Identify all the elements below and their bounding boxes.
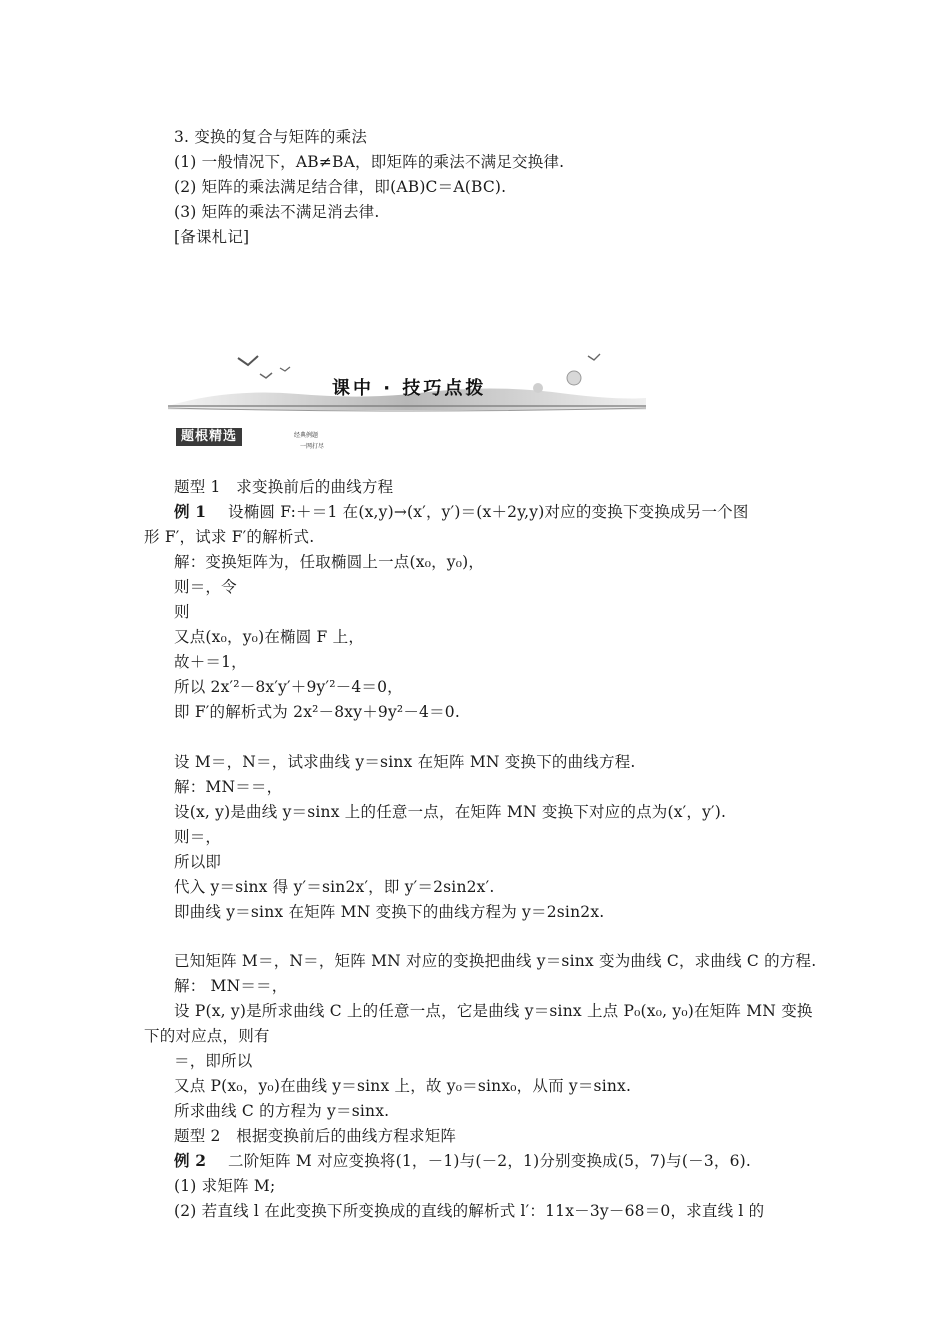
text-line: 故＋＝1， [174,653,247,671]
notes-label: [备课札记] [174,228,250,246]
text-line: 代入 y＝sinx 得 y′＝sin2x′，即 y′＝2sin2x′. [174,878,495,896]
text-line: 即曲线 y＝sinx 在矩阵 MN 变换下的曲线方程为 y＝2sin2x. [174,903,605,921]
example-label: 例 1 [174,502,207,521]
text-line: (2) 矩阵的乘法满足结合律，即(AB)C＝A(BC). [174,178,507,196]
text-line: 又点(x₀，y₀)在椭圆 F 上， [174,628,365,646]
text-line: 设 P(x, y)是所求曲线 C 上的任意一点，它是曲线 y＝sinx 上点 P₀(x₀, y₀)在矩阵 MN 变换 [174,1002,813,1020]
section-tag: 题根精选 [176,428,242,446]
text-line: 所求曲线 C 的方程为 y＝sinx. [174,1102,390,1120]
topic-heading: 题型 1 求变换前后的曲线方程 [174,478,394,496]
text-line: 设 M＝，N＝，试求曲线 y＝sinx 在矩阵 MN 变换下的曲线方程. [174,753,636,771]
text-line: 解：MN＝＝， [174,778,283,796]
text-line: 设椭圆 F:＋＝1 在(x,y)→(x′，y′)＝(x＋2y,y)对应的变换下变换成另一个图 [228,503,749,521]
tag-subtitle: 一网打尽 [300,443,325,450]
text-line: 二阶矩阵 M 对应变换将(1，－1)与(－2，1)分别变换成(5，7)与(－3，6). [228,1152,752,1170]
text-line: 已知矩阵 M＝，N＝，矩阵 MN 对应的变换把曲线 y＝sinx 变为曲线 C，求曲线 C 的方程. [174,952,817,970]
text-line: 即 F′的解析式为 2x²－8xy＋9y²－4＝0. [174,703,460,721]
text-line: 又点 P(x₀，y₀)在曲线 y＝sinx 上，故 y₀＝sinx₀，从而 y＝sinx. [174,1077,632,1095]
text-line: (2) 若直线 l 在此变换下所变换成的直线的解析式 l′：11x－3y－68＝0，求直线 l 的 [174,1202,765,1220]
text-line: 所以即 [174,853,222,871]
text-line: (1) 一般情况下，AB≠BA，即矩阵的乘法不满足交换律. [174,153,565,171]
tag-subtitle: 经典例题 [294,432,319,439]
text-line: 所以 2x′²－8x′y′＋9y′²－4＝0， [174,678,403,696]
text-line: 形 F′，试求 F′的解析式. [144,528,315,546]
text-line: 下的对应点，则有 [144,1027,270,1045]
text-line: (3) 矩阵的乘法不满足消去律. [174,203,380,221]
text-line: ＝，即所以 [174,1052,253,1070]
text-line: 则 [174,603,190,621]
text-line: 设(x, y)是曲线 y＝sinx 上的任意一点，在矩阵 MN 变换下对应的点为(x′，y′). [174,803,727,821]
text-line: (1) 求矩阵 M; [174,1177,276,1195]
text-line: 解： MN＝＝， [174,977,288,995]
topic-heading: 题型 2 根据变换前后的曲线方程求矩阵 [174,1127,457,1145]
text-line: 则＝， [174,828,222,846]
section-heading: 3. 变换的复合与矩阵的乘法 [174,128,368,146]
text-line: 则＝，令 [174,578,237,596]
banner-title: 课中 · 技巧点拨 [332,378,487,399]
text-line: 解：变换矩阵为，任取椭圆上一点(x₀，y₀)， [174,553,485,571]
example-label: 例 2 [174,1151,207,1170]
